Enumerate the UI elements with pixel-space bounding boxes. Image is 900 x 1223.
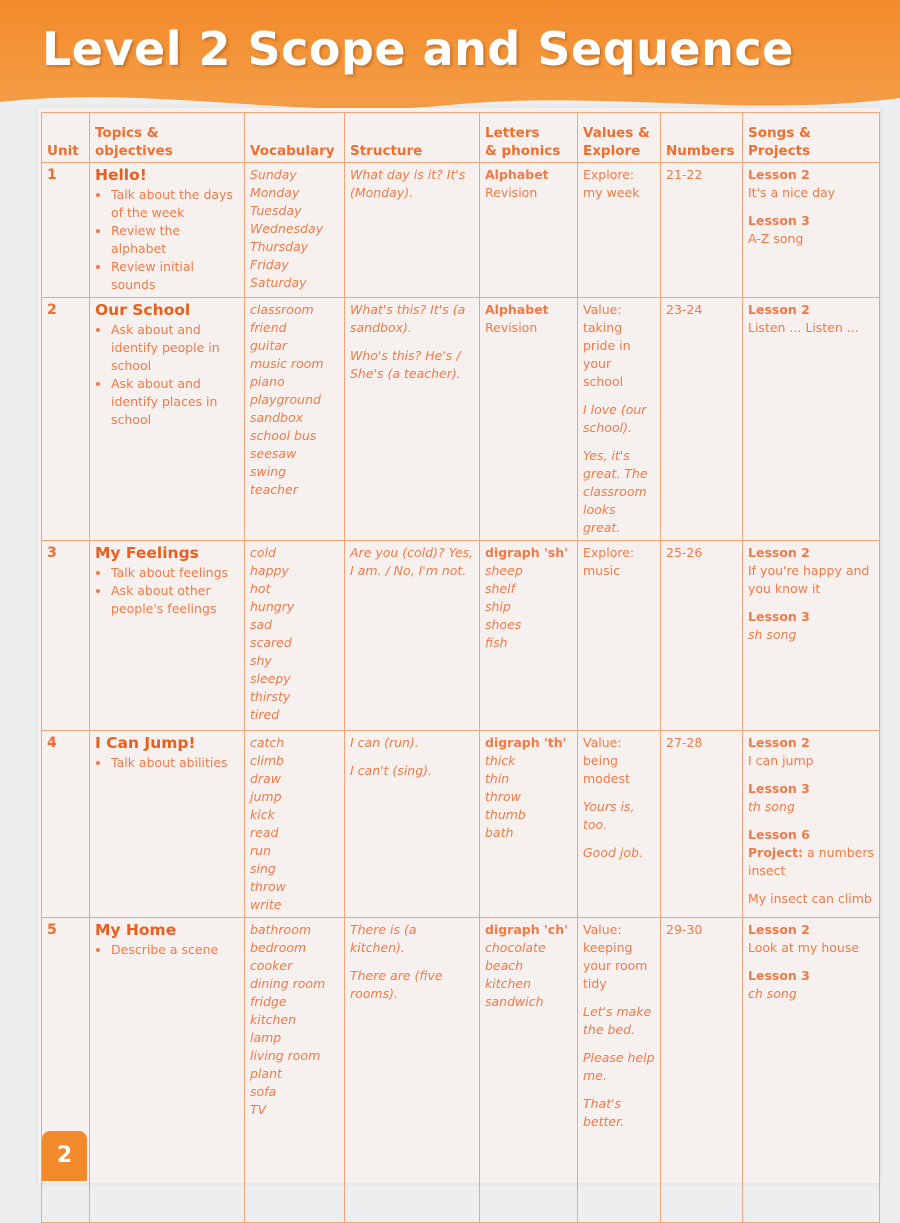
phonics-title: Alphabet [485,302,549,317]
vocabulary-word: fridge [250,994,287,1009]
vocabulary-word: cooker [250,958,293,973]
song-title: Look at my house [748,940,860,955]
objective-item: • Talk about the days of the week [111,186,239,222]
vocabulary-word: Friday [250,257,289,272]
phonics-word: ship [485,599,511,614]
header-songs: Songs & Projects [743,113,880,163]
phonics-word: beach [485,958,524,973]
vocabulary-word: shy [250,653,272,668]
objective-item: • Describe a scene [111,941,239,959]
vocabulary-word: jump [250,789,282,804]
unit-title: My Home [95,921,177,939]
vocabulary-word: draw [250,771,281,786]
phonics-word: thin [485,771,510,786]
vocabulary-word: sing [250,861,276,876]
vocabulary-word: sad [250,617,273,632]
table-row [42,298,880,541]
phonics-cell [480,298,578,541]
values-cell [578,541,661,731]
topics-cell [90,163,245,298]
song-title: ch song [748,986,797,1001]
values-text: Explore: my week [583,167,640,200]
vocabulary-cell [245,163,345,298]
structure-line: What's this? It's (a sandbox). [350,302,466,335]
song-title: Listen ... Listen ... [748,320,859,335]
vocabulary-word: happy [250,563,289,578]
song-title: sh song [748,627,797,642]
unit-title: Hello! [95,166,147,184]
vocabulary-word: climb [250,753,284,768]
unit-number: 4 [42,731,90,918]
objective-item: • Ask about and identify people in school [111,321,239,375]
objective-item: • Talk about feelings [111,564,239,582]
vocabulary-word: scared [250,635,292,650]
structure-cell [345,541,480,731]
phonics-cell [480,918,578,1223]
phonics-item: Revision [485,320,538,335]
phonics-word: bath [485,825,514,840]
values-phrase: Yes, it's great. The classroom looks great. [583,448,648,535]
values-phrase: That's better. [583,1096,625,1129]
structure-line: There is (a kitchen). [350,922,417,955]
phonics-word: thick [485,753,516,768]
vocabulary-word: hot [250,581,271,596]
vocabulary-word: catch [250,735,285,750]
values-cell [578,298,661,541]
values-phrase: Please help me. [583,1050,655,1083]
songs-cell [743,541,880,731]
structure-line: I can (run). [350,735,419,750]
vocabulary-word: tired [250,707,280,722]
vocabulary-word: sandbox [250,410,304,425]
structure-line: I can't (sing). [350,763,432,778]
phonics-word: fish [485,635,508,650]
lesson-label: Lesson 3 [748,781,810,796]
phonics-word: kitchen [485,976,532,991]
structure-cell [345,918,480,1223]
lesson-label: Lesson 2 [748,167,810,182]
values-cell [578,163,661,298]
phonics-cell [480,731,578,918]
scope-table [41,112,880,1223]
vocabulary-word: write [250,897,282,912]
lesson-label: Lesson 2 [748,545,810,560]
topics-cell [90,298,245,541]
phonics-item: Revision [485,185,538,200]
structure-cell [345,731,480,918]
vocabulary-word: Tuesday [250,203,302,218]
vocabulary-word: run [250,843,271,858]
topics-cell [90,918,245,1223]
song-title: My insect can climb [748,891,872,906]
unit-number: 5 [42,918,90,1223]
project-label: Project: [748,845,804,860]
structure-line: What day is it? It's (Monday). [350,167,466,200]
vocabulary-word: music room [250,356,324,371]
vocabulary-word: cold [250,545,276,560]
vocabulary-word: playground [250,392,321,407]
vocabulary-word: Sunday [250,167,297,182]
phonics-cell [480,541,578,731]
vocabulary-word: thirsty [250,689,291,704]
lesson-label: Lesson 6 [748,827,810,842]
table-row [42,918,880,1223]
lesson-label: Lesson 3 [748,609,810,624]
structure-line: There are (five rooms). [350,968,443,1001]
table-row [42,163,880,298]
phonics-cell [480,163,578,298]
phonics-title: digraph 'sh' [485,545,568,560]
values-text: Value: being modest [583,735,630,786]
phonics-word: thumb [485,807,526,822]
header-unit: Unit [42,113,90,163]
vocabulary-word: living room [250,1048,321,1063]
song-title: th song [748,799,795,814]
header-values: Values & Explore [578,113,661,163]
phonics-word: throw [485,789,521,804]
songs-cell [743,731,880,918]
unit-number: 2 [42,298,90,541]
phonics-word: chocolate [485,940,546,955]
song-title: It's a nice day [748,185,836,200]
phonics-title: Alphabet [485,167,549,182]
table-row [42,541,880,731]
page-title: Level 2 Scope and Sequence [42,22,794,76]
vocabulary-word: hungry [250,599,295,614]
topics-cell [90,731,245,918]
unit-title: Our School [95,301,191,319]
objective-item: • Ask about and identify places in school [111,375,239,429]
vocabulary-word: school bus [250,428,317,443]
vocabulary-cell [245,731,345,918]
numbers-cell: 21-22 [661,163,743,298]
objective-item: • Review the alphabet [111,222,239,258]
table-header-row [42,113,880,163]
vocabulary-word: bedroom [250,940,307,955]
vocabulary-word: seesaw [250,446,297,461]
topics-cell [90,541,245,731]
objective-item: • Ask about other people's feelings [111,582,239,618]
header-letters: Letters & phonics [480,113,578,163]
vocabulary-word: dining room [250,976,326,991]
values-text: Explore: music [583,545,635,578]
lesson-label: Lesson 3 [748,968,810,983]
vocabulary-word: sleepy [250,671,291,686]
vocabulary-word: sofa [250,1084,277,1099]
vocabulary-word: guitar [250,338,288,353]
phonics-title: digraph 'ch' [485,922,568,937]
numbers-cell: 25-26 [661,541,743,731]
values-phrase: Yours is, too. [583,799,635,832]
song-title: A-Z song [748,231,804,246]
vocabulary-word: teacher [250,482,298,497]
lesson-label: Lesson 3 [748,213,810,228]
vocabulary-word: bathroom [250,922,312,937]
unit-title: I Can Jump! [95,734,196,752]
vocabulary-cell [245,918,345,1223]
page-number: 2 [42,1131,87,1181]
songs-cell [743,298,880,541]
numbers-cell: 29-30 [661,918,743,1223]
header-numbers: Numbers [661,113,743,163]
songs-cell [743,163,880,298]
song-title: If you're happy and you know it [748,563,870,596]
objective-item: • Review initial sounds [111,258,239,294]
header-structure: Structure [345,113,480,163]
vocabulary-word: classroom [250,302,314,317]
vocabulary-word: Monday [250,185,300,200]
values-cell [578,918,661,1223]
phonics-title: digraph 'th' [485,735,567,750]
unit-number: 3 [42,541,90,731]
structure-line: Are you (cold)? Yes, I am. / No, I'm not. [350,545,474,578]
vocabulary-word: Saturday [250,275,307,290]
vocabulary-word: Wednesday [250,221,324,236]
song-title: Project: a numbers insect [748,845,874,878]
values-text: Value: keeping your room tidy [583,922,648,991]
structure-cell [345,163,480,298]
table-row [42,731,880,918]
values-cell [578,731,661,918]
vocabulary-word: read [250,825,279,840]
lesson-label: Lesson 2 [748,735,810,750]
vocabulary-word: Thursday [250,239,309,254]
vocabulary-word: swing [250,464,287,479]
numbers-cell: 27-28 [661,731,743,918]
lesson-label: Lesson 2 [748,302,810,317]
vocabulary-word: plant [250,1066,282,1081]
vocabulary-word: friend [250,320,287,335]
header-vocabulary: Vocabulary [245,113,345,163]
song-title: I can jump [748,753,814,768]
phonics-word: sandwich [485,994,544,1009]
structure-cell [345,298,480,541]
vocabulary-word: kitchen [250,1012,297,1027]
vocabulary-word: throw [250,879,286,894]
values-text: Value: taking pride in your school [583,302,631,389]
vocabulary-word: lamp [250,1030,282,1045]
objective-item: • Talk about abilities [111,754,239,772]
header-topics: Topics & objectives [90,113,245,163]
structure-line: Who's this? He's / She's (a teacher). [350,348,461,381]
vocabulary-word: piano [250,374,285,389]
vocabulary-cell [245,541,345,731]
vocabulary-cell [245,298,345,541]
unit-title: My Feelings [95,544,199,562]
values-phrase: Let's make the bed. [583,1004,652,1037]
unit-number: 1 [42,163,90,298]
values-phrase: I love (our school). [583,402,647,435]
lesson-label: Lesson 2 [748,922,810,937]
values-phrase: Good job. [583,845,643,860]
vocabulary-word: TV [250,1102,267,1117]
phonics-word: shoes [485,617,522,632]
phonics-word: sheep [485,563,523,578]
numbers-cell: 23-24 [661,298,743,541]
songs-cell [743,918,880,1223]
vocabulary-word: kick [250,807,275,822]
phonics-word: shelf [485,581,515,596]
